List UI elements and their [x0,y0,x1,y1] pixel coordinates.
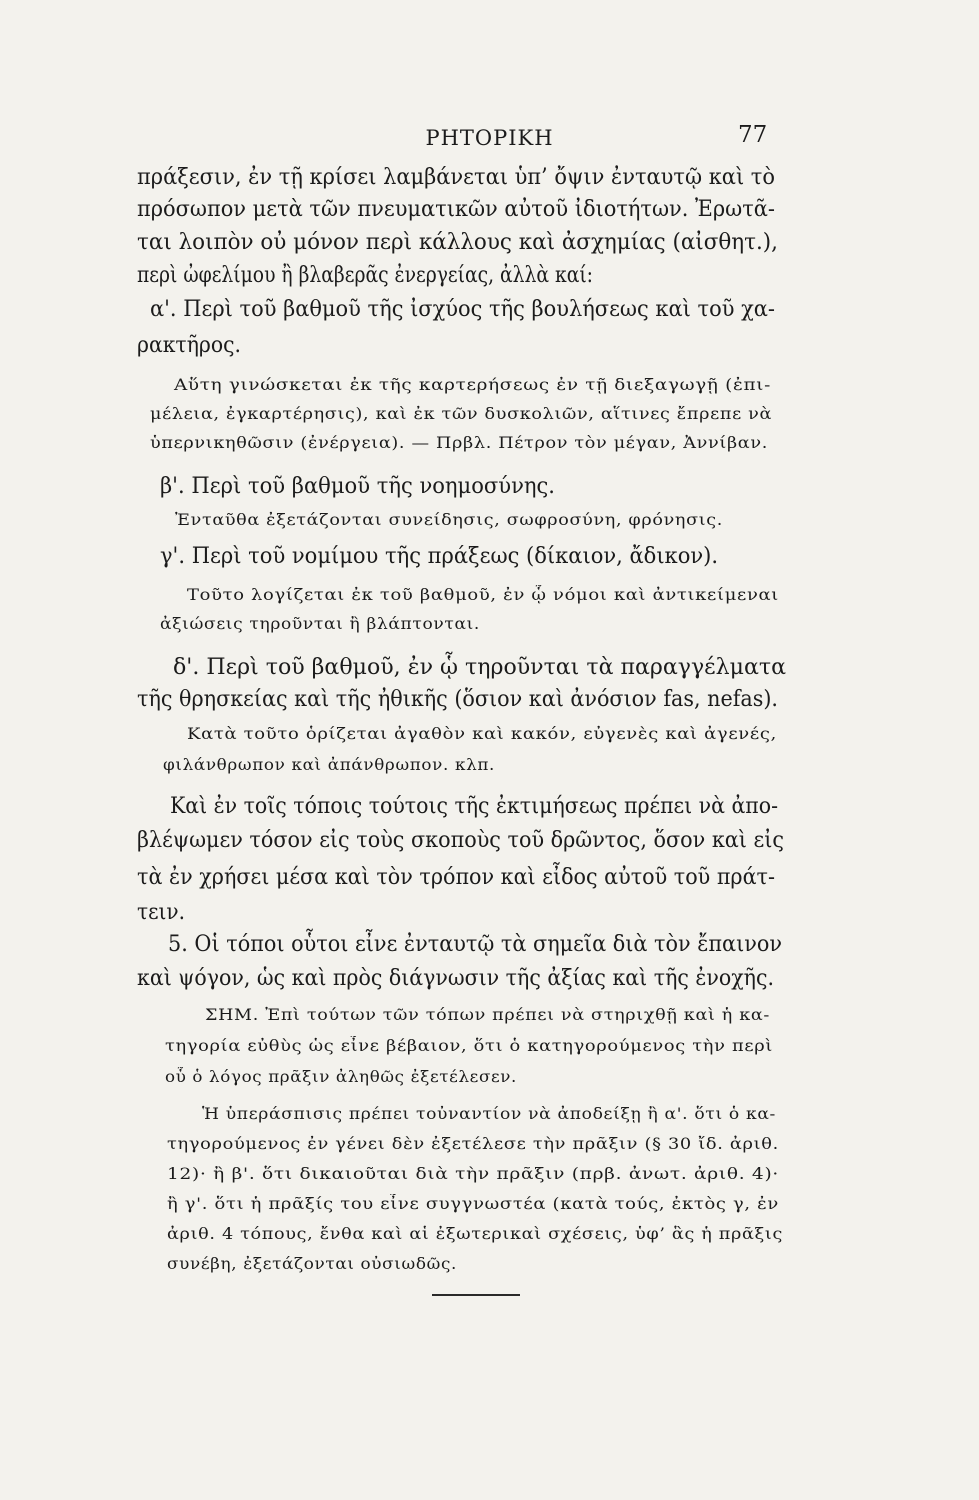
text-line: τῆς θρησκείας καὶ τῆς ἠθικῆς (ὅσιον καὶ ἀνόσιον fas, nefas). [137,686,778,712]
section-heading-delta: δ'. Περὶ τοῦ βαθμοῦ, ἐν ᾧ τηροῦνται τὰ παραγγέλματα [173,654,786,680]
text-line-small: Ἐνταῦθα ἐξετάζονται συνείδησις, σωφροσύνη, φρόνησις. [175,511,723,529]
text-line: τὰ ἐν χρήσει μέσα καὶ τὸν τρόπον καὶ εἶδος αὐτοῦ τοῦ πράτ- [137,864,775,890]
note-text-line: τηγορία εὐθὺς ὡς εἶνε βέβαιον, ὅτι ὁ κατηγορούμενος τὴν περὶ [165,1037,773,1055]
text-line: ται λοιπὸν οὐ μόνον περὶ κάλλους καὶ ἀσχημίας (αἰσθητ.), [137,229,778,255]
text-line: περὶ ὠφελίμου ἢ βλαβερᾶς ἐνεργείας, ἀλλὰ καί: [137,262,593,288]
text-line-small: μέλεια, ἐγκαρτέρησις), καὶ ἐκ τῶν δυσκολιῶν, αἵτινες ἔπρεπε νὰ [150,405,772,423]
text-line-small: Αὕτη γινώσκεται ἐκ τῆς καρτερήσεως ἐν τῇ διεξαγωγῇ (ἐπι- [174,376,771,394]
text-line-small: 12)· ἢ β'. ὅτι δικαιοῦται διὰ τὴν πρᾶξιν (πρβ. ἀνωτ. ἀριθ. 4)· [167,1165,779,1183]
text-line-small: ἢ γ'. ὅτι ἡ πρᾶξίς του εἶνε συγγνωστέα (κατὰ τούς, ἐκτὸς γ, ἐν [167,1195,779,1213]
text-line-small: ὑπερνικηθῶσιν (ἐνέργεια). — Πρβλ. Πέτρον τὸν μέγαν, Ἀννίβαν. [150,434,768,452]
numbered-paragraph-5: 5. Οἱ τόποι οὗτοι εἶνε ἐνταυτῷ τὰ σημεῖα διὰ τὸν ἔπαινον [168,931,782,957]
text-line: πράξεσιν, ἐν τῇ κρίσει λαμβάνεται ὑπ’ ὄψιν ἐνταυτῷ καὶ τὸ [137,164,775,190]
text-line-small: Ἡ ὑπεράσπισις πρέπει τοὐναντίον νὰ ἀποδείξῃ ἢ α'. ὅτι ὁ κα- [202,1105,776,1123]
note-text-line: οὗ ὁ λόγος πρᾶξιν ἀληθῶς ἐξετέλεσεν. [165,1068,517,1086]
text-line-small: φιλάνθρωπον καὶ ἀπάνθρωπον. κλπ. [163,756,495,774]
text-line-small: ἀριθ. 4 τόπους, ἔνθα καὶ αἱ ἐξωτερικαὶ σχέσεις, ὑφ’ ἃς ἡ πρᾶξις [167,1225,783,1243]
text-line-small: ἀξιώσεις τηροῦνται ἢ βλάπτονται. [160,615,480,633]
text-line: ρακτῆρος. [137,332,241,358]
end-rule [432,1294,520,1296]
text-line-small: Κατὰ τοῦτο ὁρίζεται ἀγαθὸν καὶ κακόν, εὐγενὲς καὶ ἀγενές, [187,725,777,743]
section-heading-alpha: α'. Περὶ τοῦ βαθμοῦ τῆς ἰσχύος τῆς βουλήσεως καὶ τοῦ χα- [150,296,775,322]
page-header [0,122,979,152]
page-number: 77 [738,122,768,148]
text-line-small: τηγορούμενος ἐν γένει δὲν ἐξετέλεσε τὴν πρᾶξιν (§ 30 ἴδ. ἀριθ. [167,1135,779,1153]
text-line: Καὶ ἐν τοῖς τόποις τούτοις τῆς ἐκτιμήσεως πρέπει νὰ ἀπο- [170,793,778,819]
section-heading-beta: β'. Περὶ τοῦ βαθμοῦ τῆς νοημοσύνης. [160,473,555,499]
note-text-line: ΣΗΜ. Ἐπὶ τούτων τῶν τόπων πρέπει νὰ στηριχθῇ καὶ ἡ κα- [205,1006,770,1024]
running-title: ΡΗΤΟΡΙΚΗ [425,126,554,150]
text-line: καὶ ψόγον, ὡς καὶ πρὸς διάγνωσιν τῆς ἀξίας καὶ τῆς ἐνοχῆς. [137,965,774,991]
text-line-small: συνέβη, ἐξετάζονται οὐσιωδῶς. [167,1255,457,1273]
text-line-small: Τοῦτο λογίζεται ἐκ τοῦ βαθμοῦ, ἐν ᾧ νόμοι καὶ ἀντικείμεναι [187,586,779,604]
text-line: πρόσωπον μετὰ τῶν πνευματικῶν αὐτοῦ ἰδιοτήτων. Ἐρωτᾶ- [137,196,775,222]
section-heading-gamma: γ'. Περὶ τοῦ νομίμου τῆς πράξεως (δίκαιον, ἄδικον). [160,543,718,569]
text-line: βλέψωμεν τόσον εἰς τοὺς σκοποὺς τοῦ δρῶντος, ὅσον καὶ εἰς [137,827,784,853]
text-line: τειν. [137,899,185,925]
